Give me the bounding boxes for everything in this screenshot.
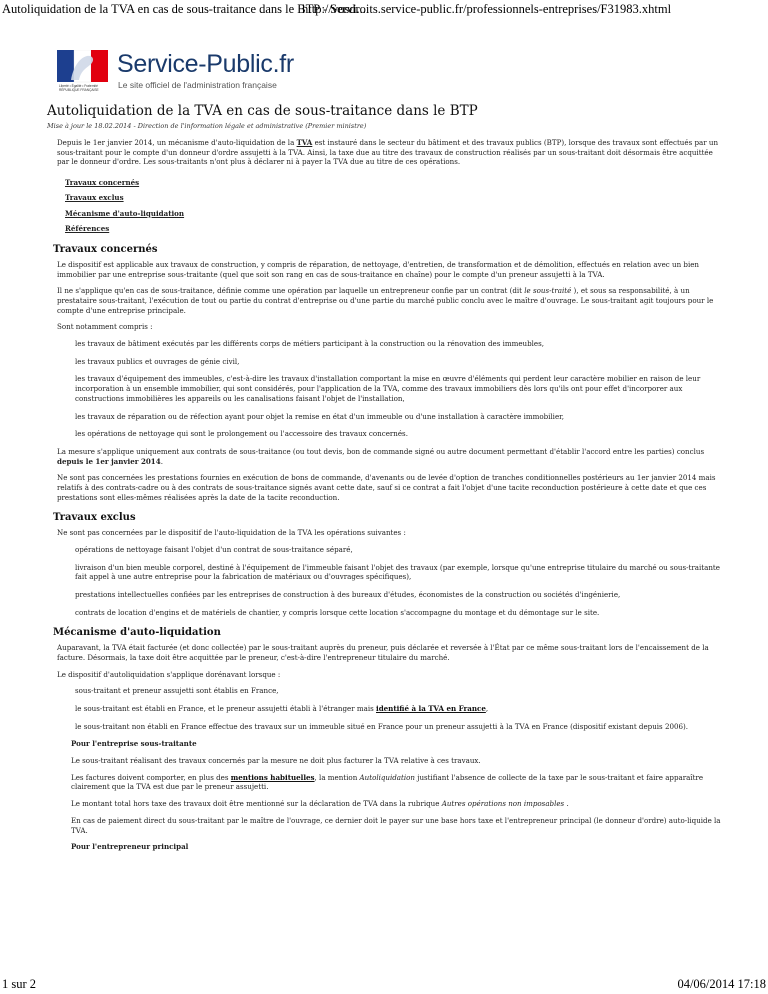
link-mentions-habituelles[interactable]: mentions habituelles [230,772,315,782]
text: . [160,456,163,466]
toc-link-mecanisme[interactable]: Mécanisme d'auto-liquidation [65,208,185,218]
table-of-contents [65,178,727,234]
brand-part-a: Service- [117,50,207,78]
paragraph: Ne sont pas concernées les prestations fournies en exécution de bons de commande, d'avenants ou de levée d'option de tranches conditionnelles postérieurs au 1er janvier 2014 mais relatifs à des contrats-cadre ou à des contrats de sous-traitance signés avant cette date, sauf si ce contrat a fait l'objet d'une tacite reconduction postérieure à cette date et que ces prestations sont elles-mêmes réalisées après la date de la tacite reconduction. [57,473,716,502]
site-tagline: Le site officiel de l'administration française [118,80,277,90]
print-header-url: http://vosdroits.service-public.fr/professionnels-entreprises/F31983.xhtml [302,2,672,16]
list-item: les opérations de nettoyage qui sont le prolongement ou l'accessoire des travaux concernés. [75,429,408,439]
paragraph: Le sous-traitant réalisant des travaux concernés par la mesure ne doit plus facturer la TVA relative à ces travaux. [71,756,481,766]
list-item: les travaux d'équipement des immeubles, c'est-à-dire les travaux d'installation comportant la mise en œuvre d'éléments qui perdent leur caractère mobilier en raison de leur incorporation à un ensemble immobilier, qui sont considérés, pour l'application de la TVA, comme des travaux immobiliers dès lors qu'ils ont pour effet d'incorporer aux constructions immobilières les appareils ou les canalisations faisant l'objet de l'installation, [75,374,701,403]
list-item: contrats de location d'engins et de matériels de chantier, y compris lorsque cette location s'accompagne du montage et du démontage sur le site. [75,607,600,617]
intro-text-b: est instauré dans le secteur du bâtiment et des travaux publics (BTP), lorsque des travaux sont effectués par un sous-traitant pour le compte d'un donneur d'ordre assujetti à la TVA. Ainsi, la taxe due au titre des travaux de construction réalisés par un sous-traitant doit désormais être acquittée par le donneur d'ordre. Les sous-traitants n'ont plus à déclarer ni à payer la TVA due au titre de ces opérations. [57,138,719,167]
section-title-mecanisme: Mécanisme d'auto-liquidation [53,627,221,639]
tva-abbr-link[interactable]: TVA [296,138,313,147]
paragraph [71,799,727,809]
section-title-travaux-concernes: Travaux concernés [53,244,158,256]
list-item: opérations de nettoyage faisant l'objet d'un contrat de sous-traitance séparé, [75,544,353,554]
list-travaux-compris [75,339,727,439]
list-conditions [75,686,727,731]
subsection-title-entrepreneur-principal: Pour l'entrepreneur principal [71,842,189,852]
list-travaux-exclus [75,545,727,618]
paragraph: Le dispositif d'autoliquidation s'applique dorénavant lorsque : [57,669,281,679]
list-item: les travaux de bâtiment exécutés par les différents corps de métiers participant à la construction ou la rénovation des immeubles, [75,339,544,349]
paragraph [57,286,727,315]
text: le sous-traitant est établi en France, et le preneur assujetti établi à l'étranger mais [75,703,376,713]
print-date: 04/06/2014 17:18 [677,977,766,991]
list-item: les travaux de réparation ou de réfection ayant pour objet la remise en état d'un immeuble ou d'une installation à caractère immobilier, [75,411,565,421]
toc-link-references[interactable]: Références [65,224,110,234]
text: Les factures doivent comporter, en plus des [71,772,231,782]
list-item: prestations intellectuelles confiées par les entreprises de construction à des bureaux d'études, économistes de la construction ou sociétés d'ingénierie, [75,589,621,599]
toc-link-travaux-concernes[interactable]: Travaux concernés [65,178,140,188]
article-body [53,138,727,852]
subsection-title-sous-traitante: Pour l'entreprise sous-traitante [71,739,197,749]
main-content [47,103,727,859]
list-item: livraison d'un bien meuble corporel, destiné à l'équipement de l'immeuble faisant l'objet des travaux (par exemple, lorsque qu'une entreprise titulaire du marché ou sous-traitante fait appel à une autre entreprise pour la fabrication de matériaux ou d'ouvrages spécifiques), [75,562,720,582]
paragraph [57,447,727,466]
text: . [564,799,569,809]
text: , [485,703,489,713]
flag-text: Liberté • Égalité • Fraternité RÉPUBLIQUE FRANÇAISE [59,84,99,92]
intro-paragraph [57,138,727,167]
list-item: le sous-traitant non établi en France effectue des travaux sur un immeuble situé en France pour un preneur assujetti à la TVA en France (dispositif existant depuis 2006). [75,721,689,731]
strong-date: depuis le 1er janvier 2014 [57,456,161,466]
emphasis: le sous-traité [524,286,572,296]
emphasis: Autoliquidation [359,772,415,782]
list-item: les travaux publics et ouvrages de génie civil, [75,356,240,366]
link-identifie-tva[interactable]: identifié à la TVA en France [376,703,486,713]
intro-text-a: Depuis le 1er janvier 2014, un mécanisme d'auto-liquidation de la [57,138,297,147]
toc-link-travaux-exclus[interactable]: Travaux exclus [65,193,124,203]
text: La mesure s'applique uniquement aux contrats de sous-traitance (ou tout devis, bon de commande signé ou autre document permettant d'établir l'accord entre les parties) conclus [57,446,705,456]
paragraph: Ne sont pas concernées par le dispositif de l'auto-liquidation de la TVA les opérations suivantes : [57,528,406,538]
brand-part-b: Public.fr [206,50,294,78]
paragraph: En cas de paiement direct du sous-traitant par le maître de l'ouvrage, ce dernier doit le payer sur une base hors taxe et l'entrepreneur principal (le donneur d'ordre) auto-liquide la TVA. [71,815,721,835]
text: , la mention [314,772,360,782]
text: Le montant total hors taxe des travaux doit être mentionné sur la déclaration de TVA dans la rubrique [71,799,442,809]
page-number: 1 sur 2 [2,977,37,991]
paragraph: Sont notamment compris : [57,322,153,332]
text: justifiant l'absence de collecte de la taxe par le sous-traitant et faire apparaître clairement que la TVA est due par le preneur assujetti. [71,772,704,792]
list-item [75,704,727,714]
emphasis: Autres opérations non imposables [441,799,565,809]
text: ), et sous sa responsabilité, à un prestataire sous-traitant, l'exécution de tout ou partie du contrat d'entreprise ou d'une partie du marché public conclu avec le maître d'ouvrage. Le sous-traitant agit toujours pour le compte d'une entreprise principale. [57,286,714,315]
update-notice: Mise à jour le 18.02.2014 - Direction de l'information légale et administrative (Premier ministre) [47,122,367,130]
list-item: sous-traitant et preneur assujetti sont établis en France, [75,686,279,696]
print-header-title: Autoliquidation de la TVA en cas de sous-traitance dans le BTP - Servi... [2,2,366,16]
paragraph: Le dispositif est applicable aux travaux de construction, y compris de réparation, de nettoyage, d'entretien, de transformation et de démolition, effectués en relation avec un bien immobilier par une entreprise sous-traitante (quel que soit son rang en cas de sous-traitance en chaîne) pour le compte d'un preneur assujetti à la TVA. [57,259,700,279]
page-title: Autoliquidation de la TVA en cas de sous-traitance dans le BTP [47,103,478,119]
site-brand [117,50,294,79]
text: Il ne s'applique qu'en cas de sous-traitance, définie comme une opération par laquelle un entrepreneur confie par un contrat (dit [57,286,525,296]
paragraph: Auparavant, la TVA était facturée (et donc collectée) par le sous-traitant auprès du preneur, puis déclarée et reversée à l'État par ce même sous-traitant lors de l'encaissement de la facture. Désormais, la taxe doit être acquittée par le preneur, c'est-à-dire l'entrepreneur titulaire du marché. [57,643,709,662]
paragraph [71,773,727,792]
section-title-travaux-exclus: Travaux exclus [53,512,136,524]
